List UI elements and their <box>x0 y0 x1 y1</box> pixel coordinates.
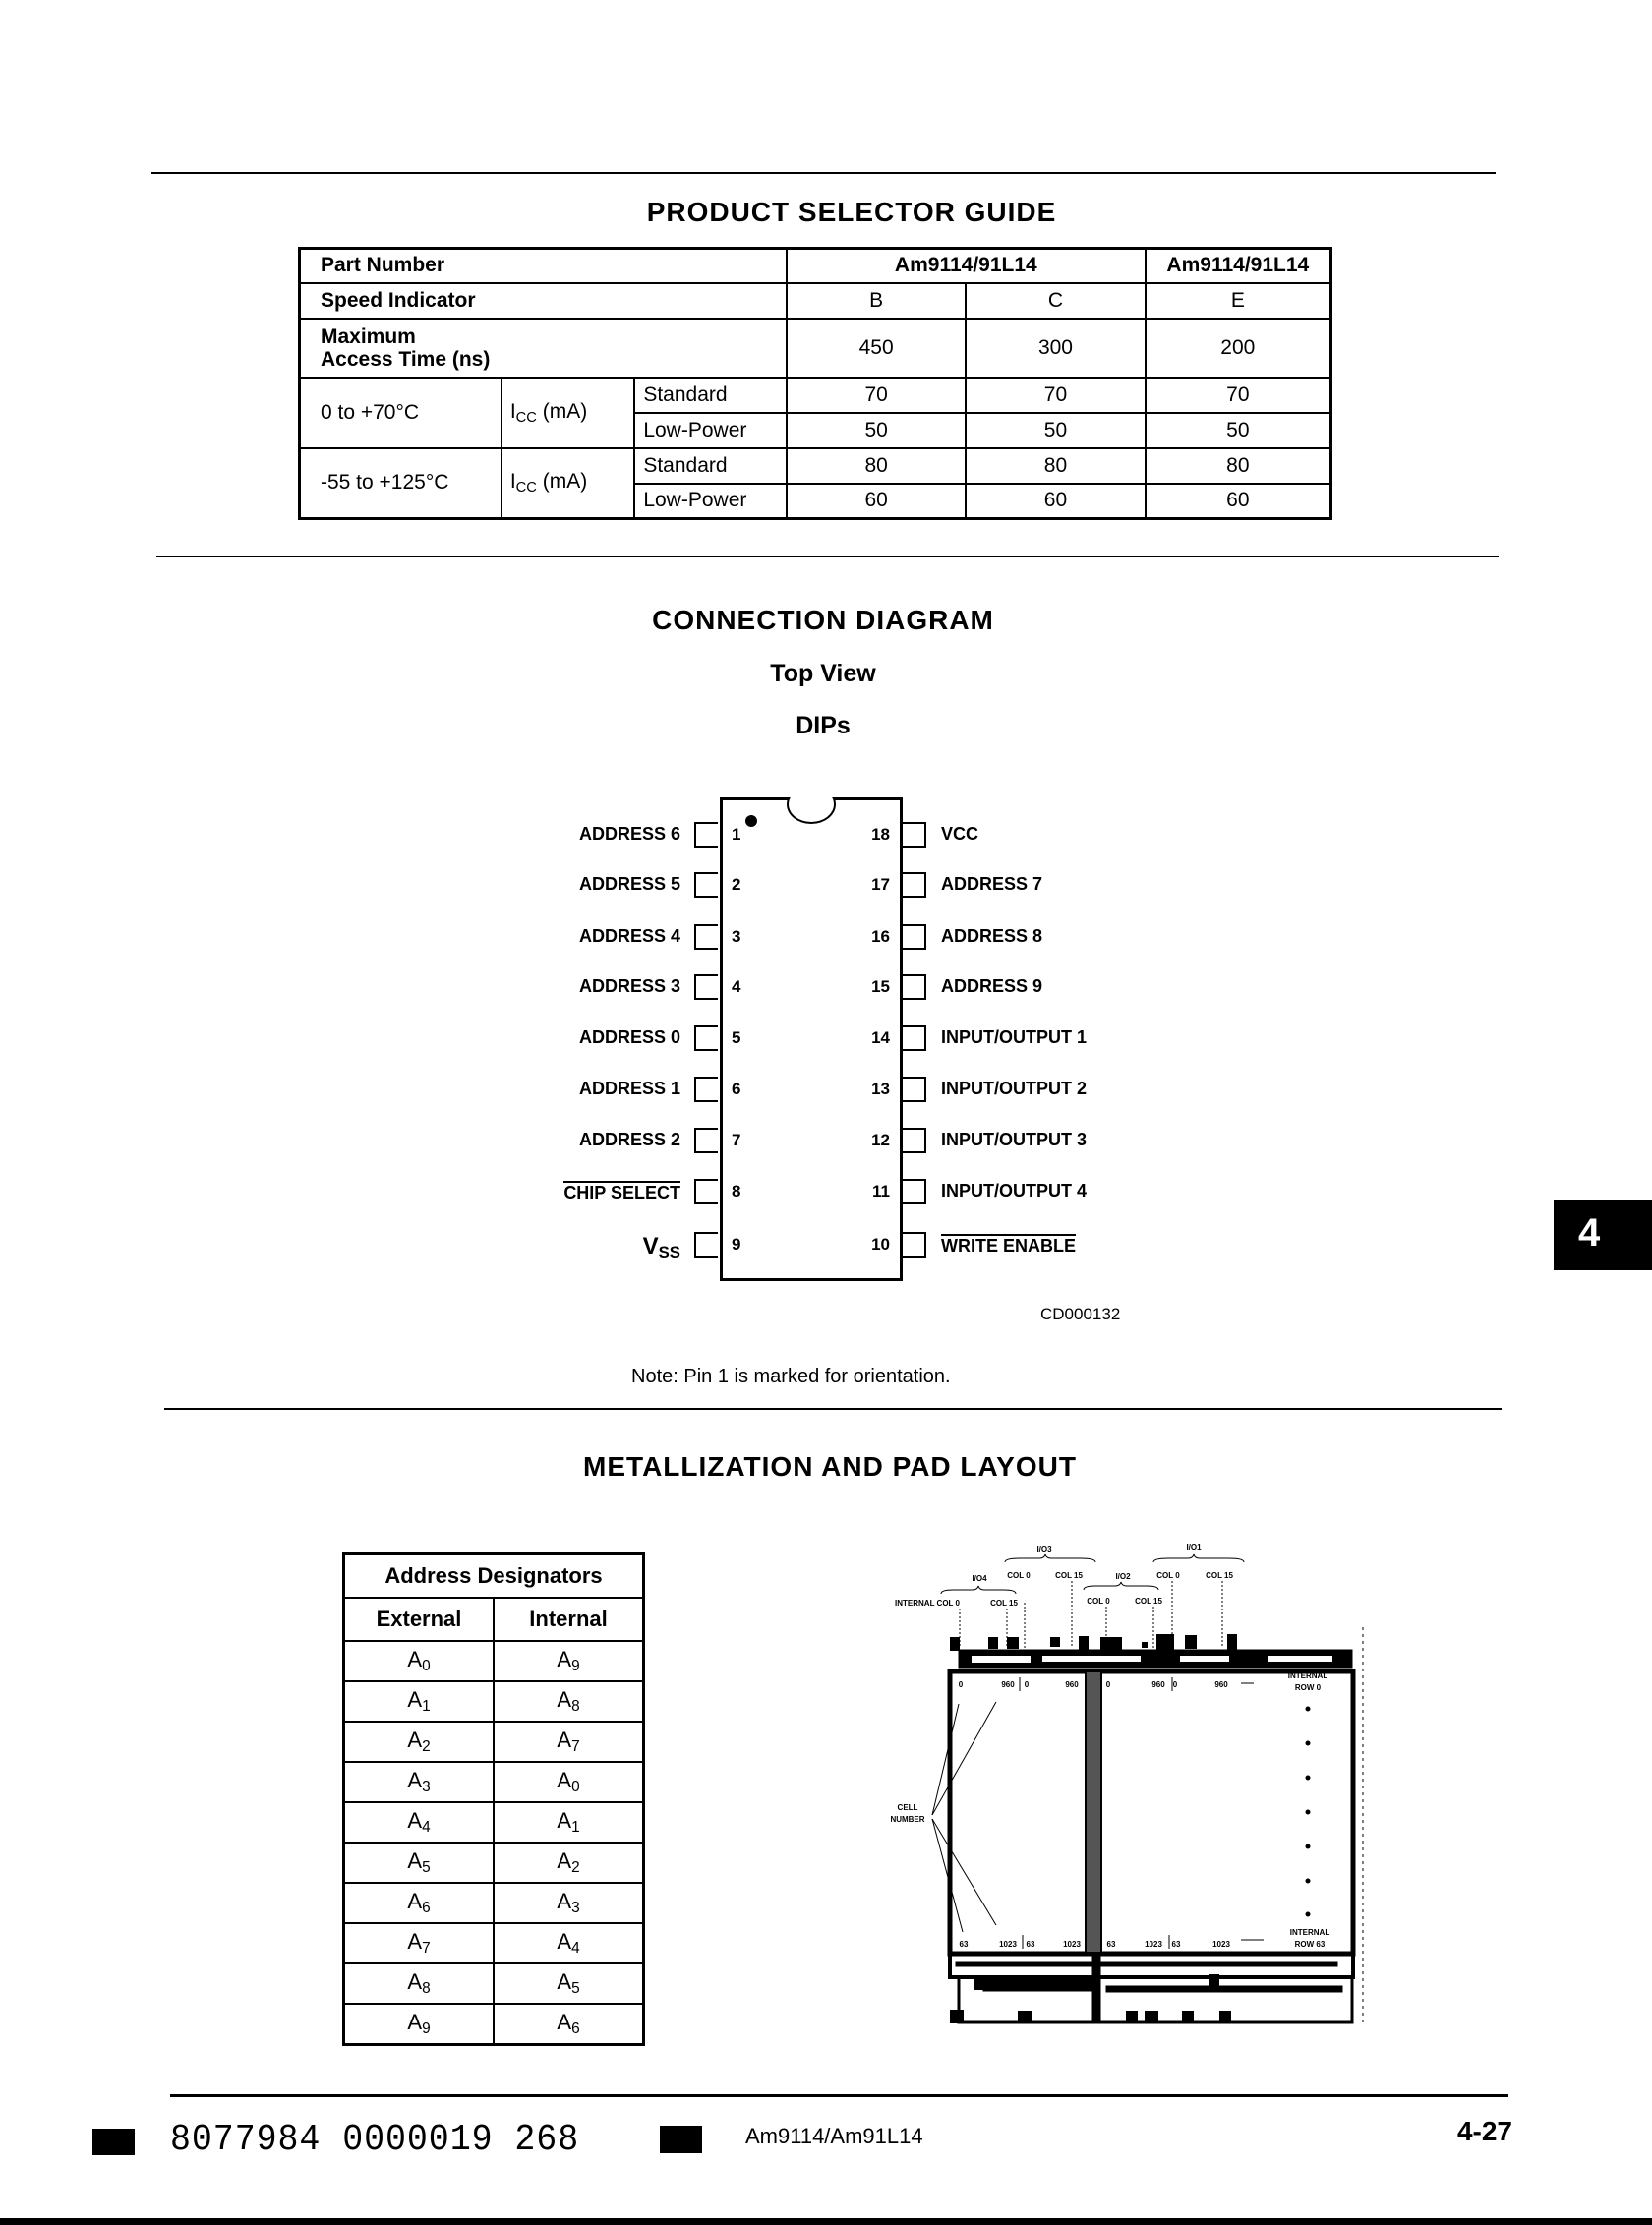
pin-label: ADDRESS 2 <box>578 1130 680 1149</box>
die-label-col0: COL 0 <box>1087 1597 1110 1606</box>
address-letter: A <box>407 1687 423 1712</box>
die-label-col0: COL 0 <box>1007 1571 1031 1580</box>
pin-label: INPUT/OUTPUT 3 <box>941 1130 1088 1149</box>
pin-number: 14 <box>871 1028 890 1047</box>
icc-lowpower-value: 60 <box>1146 484 1331 519</box>
die-label-col15: COL 15 <box>1055 1571 1083 1580</box>
address-sub: 3 <box>422 1779 431 1795</box>
address-letter: A <box>407 1808 423 1833</box>
access-time: 200 <box>1146 319 1331 378</box>
die-label-col15: COL 15 <box>1206 1571 1233 1580</box>
icc-unit: (mA) <box>536 399 588 423</box>
icc-standard-value: 80 <box>1146 448 1331 484</box>
icc-letter: I <box>509 470 516 494</box>
pin-number: 2 <box>732 875 741 894</box>
address-sub: 9 <box>422 2020 431 2037</box>
footer-block-left <box>92 2129 135 2155</box>
pin-number: 3 <box>732 927 741 946</box>
pin-number: 5 <box>732 1028 741 1047</box>
footer-barcode-text: 8077984 0000019 268 <box>170 2119 580 2161</box>
speed-indicator: C <box>966 283 1145 319</box>
part-number: Am9114/91L14 <box>1146 249 1331 283</box>
package-label: DIPs <box>796 712 851 739</box>
footer-block-right <box>660 2126 702 2153</box>
temperature-range: -55 to +125°C <box>300 448 502 519</box>
part-number-label: Part Number <box>300 249 787 283</box>
section-tab-number: 4 <box>1578 1211 1601 1255</box>
die-label-col15: COL 15 <box>990 1599 1018 1608</box>
pin-number: 15 <box>871 977 890 996</box>
address-sub: 6 <box>571 2020 580 2037</box>
cell-number-top: 0 <box>958 1680 964 1689</box>
cell-number-bottom: 1023 <box>1063 1940 1081 1949</box>
address-letter: A <box>407 1889 423 1913</box>
address-letter: A <box>557 1969 572 1994</box>
cell-number-bottom: 63 <box>1026 1940 1035 1949</box>
pin-number: 1 <box>732 825 741 844</box>
icc-standard-value: 70 <box>787 378 966 413</box>
cell-number-top: 960 <box>1214 1680 1228 1689</box>
pin-number: 13 <box>871 1080 890 1098</box>
cell-number-bottom: 63 <box>1106 1940 1116 1949</box>
address-sub: 6 <box>422 1900 431 1916</box>
access-time: 450 <box>787 319 966 378</box>
die-label-io2: I/O2 <box>1115 1572 1131 1581</box>
die-label-col15: COL 15 <box>1135 1597 1162 1606</box>
icc-letter: I <box>509 399 516 423</box>
pin-label: ADDRESS 3 <box>578 976 680 996</box>
address-letter: A <box>557 1727 572 1752</box>
cell-number-bottom: 1023 <box>999 1940 1017 1949</box>
icc-standard-value: 70 <box>966 378 1145 413</box>
die-label-io4: I/O4 <box>972 1574 987 1583</box>
address-letter: A <box>557 1889 572 1913</box>
pin-label: INPUT/OUTPUT 2 <box>941 1079 1088 1098</box>
figure-id: CD000132 <box>1040 1305 1121 1323</box>
address-sub: 5 <box>571 1980 580 1997</box>
temperature-range: 0 to +70°C <box>300 378 502 448</box>
die-label-internal-row0: INTERNAL <box>1287 1671 1328 1680</box>
pin-label-sub: SS <box>658 1243 680 1261</box>
address-sub: 8 <box>422 1980 431 1997</box>
pin-label: ADDRESS 5 <box>578 874 680 894</box>
address-sub: 0 <box>571 1779 580 1795</box>
cell-number-top: 0 <box>1024 1680 1030 1689</box>
pin-number: 18 <box>871 825 890 844</box>
address-letter: A <box>557 1687 572 1712</box>
address-letter: A <box>407 1969 423 1994</box>
speed-indicator-label: Speed Indicator <box>300 283 787 319</box>
pin-label: CHIP SELECT <box>563 1183 680 1202</box>
pin-label: WRITE ENABLE <box>941 1236 1076 1256</box>
pin-label: INPUT/OUTPUT 4 <box>941 1181 1088 1200</box>
pin-label: ADDRESS 1 <box>578 1079 680 1098</box>
address-sub: 2 <box>571 1859 580 1876</box>
cell-number-bottom: 1023 <box>1212 1940 1230 1949</box>
pin-number: 11 <box>872 1182 890 1200</box>
pin-label: ADDRESS 0 <box>578 1027 680 1047</box>
address-letter: A <box>407 1647 423 1671</box>
pin-number: 4 <box>732 977 741 996</box>
address-letter: A <box>557 1808 572 1833</box>
address-letter: A <box>557 1768 572 1792</box>
icc-lowpower-value: 60 <box>787 484 966 519</box>
cell-number-top: 960 <box>1151 1680 1165 1689</box>
die-label-internal-col0: INTERNAL COL 0 <box>895 1599 960 1608</box>
die-label-internal-row0: ROW 0 <box>1294 1683 1322 1692</box>
address-sub: 2 <box>422 1738 431 1755</box>
cell-number-top: 0 <box>1172 1680 1178 1689</box>
col-external: External <box>344 1598 495 1641</box>
pin-number: 17 <box>871 875 890 894</box>
speed-indicator: B <box>787 283 966 319</box>
address-sub: 1 <box>422 1698 431 1715</box>
icc-lowpower-value: 50 <box>787 413 966 448</box>
part-number: Am9114/91L14 <box>787 249 1146 283</box>
pin-number: 6 <box>732 1080 741 1098</box>
die-label-internal-row63: ROW 63 <box>1294 1940 1326 1949</box>
standard-label: Standard <box>634 448 787 484</box>
address-letter: A <box>407 1929 423 1954</box>
address-letter: A <box>557 2010 572 2034</box>
pin-number: 10 <box>871 1235 890 1254</box>
section-tab <box>1554 1200 1652 1270</box>
cell-number-bottom: 1023 <box>1145 1940 1162 1949</box>
cell-number-top: 0 <box>1105 1680 1111 1689</box>
lowpower-label: Low-Power <box>634 413 787 448</box>
cell-number-top: 960 <box>1065 1680 1079 1689</box>
icc-standard-value: 80 <box>966 448 1145 484</box>
address-sub: 5 <box>422 1859 431 1876</box>
pin-number: 12 <box>871 1131 890 1149</box>
pin-number: 8 <box>732 1182 741 1200</box>
address-letter: A <box>407 2010 423 2034</box>
speed-indicator: E <box>1146 283 1331 319</box>
address-letter: A <box>407 1768 423 1792</box>
page-number: 4-27 <box>1456 2116 1512 2146</box>
address-letter: A <box>557 1848 572 1873</box>
icc-lowpower-value: 50 <box>1146 413 1331 448</box>
lowpower-label: Low-Power <box>634 484 787 519</box>
standard-label: Standard <box>634 378 787 413</box>
col-internal: Internal <box>494 1598 644 1641</box>
die-label-internal-row63: INTERNAL <box>1289 1928 1330 1937</box>
pin-number: 16 <box>871 927 890 946</box>
metallization-title: METALLIZATION AND PAD LAYOUT <box>583 1451 1077 1482</box>
access-time: 300 <box>966 319 1145 378</box>
address-sub: 9 <box>571 1658 580 1674</box>
icc-sub: CC <box>515 480 537 497</box>
product-selector-title: PRODUCT SELECTOR GUIDE <box>646 197 1057 227</box>
icc-standard-value: 70 <box>1146 378 1331 413</box>
pin-number: 9 <box>732 1235 741 1254</box>
address-sub: 4 <box>422 1819 431 1836</box>
address-sub: 0 <box>422 1658 431 1674</box>
icc-sub: CC <box>515 409 537 426</box>
icc-unit: (mA) <box>536 470 588 494</box>
address-sub: 3 <box>571 1900 580 1916</box>
icc-lowpower-value: 50 <box>966 413 1145 448</box>
address-letter: A <box>557 1647 572 1671</box>
pin-label: ADDRESS 4 <box>578 926 680 946</box>
pin-label: ADDRESS 6 <box>578 824 680 844</box>
die-label-io3: I/O3 <box>1036 1545 1052 1553</box>
die-label-cell-number: NUMBER <box>890 1815 925 1824</box>
icc-standard-value: 80 <box>787 448 966 484</box>
icc-lowpower-value: 60 <box>966 484 1145 519</box>
address-sub: 8 <box>571 1698 580 1715</box>
pin-label: ADDRESS 9 <box>941 976 1043 996</box>
cell-number-bottom: 63 <box>1171 1940 1181 1949</box>
cell-number-top: 960 <box>1001 1680 1015 1689</box>
die-label-io1: I/O1 <box>1186 1543 1202 1552</box>
pin-label: VCC <box>941 824 979 844</box>
pin-label-text: V <box>642 1233 659 1259</box>
pin-label: ADDRESS 7 <box>941 874 1043 894</box>
view-label: Top View <box>770 660 876 687</box>
address-letter: A <box>407 1848 423 1873</box>
address-sub: 4 <box>571 1940 580 1957</box>
connection-diagram-title: CONNECTION DIAGRAM <box>652 605 994 635</box>
cell-number-arrows <box>932 1702 996 1932</box>
address-table-title: Address Designators <box>344 1554 644 1599</box>
die-label-col0: COL 0 <box>1156 1571 1180 1580</box>
access-time-label-1: Maximum <box>321 324 416 348</box>
die-label-cell-number: CELL <box>897 1803 918 1812</box>
pin-label: ADDRESS 8 <box>941 926 1043 946</box>
cell-number-bottom: 63 <box>959 1940 969 1949</box>
address-sub: 7 <box>422 1940 431 1957</box>
address-sub: 1 <box>571 1819 580 1836</box>
address-sub: 7 <box>571 1738 580 1755</box>
row-dots <box>1306 1707 1311 1917</box>
address-letter: A <box>557 1929 572 1954</box>
footer-product: Am9114/Am91L14 <box>745 2124 923 2148</box>
pin-number: 7 <box>732 1131 741 1149</box>
orientation-note: Note: Pin 1 is marked for orientation. <box>631 1366 951 1387</box>
access-time-label-2: Access Time (ns) <box>321 347 491 371</box>
pin-label: INPUT/OUTPUT 1 <box>941 1027 1088 1047</box>
address-letter: A <box>407 1727 423 1752</box>
